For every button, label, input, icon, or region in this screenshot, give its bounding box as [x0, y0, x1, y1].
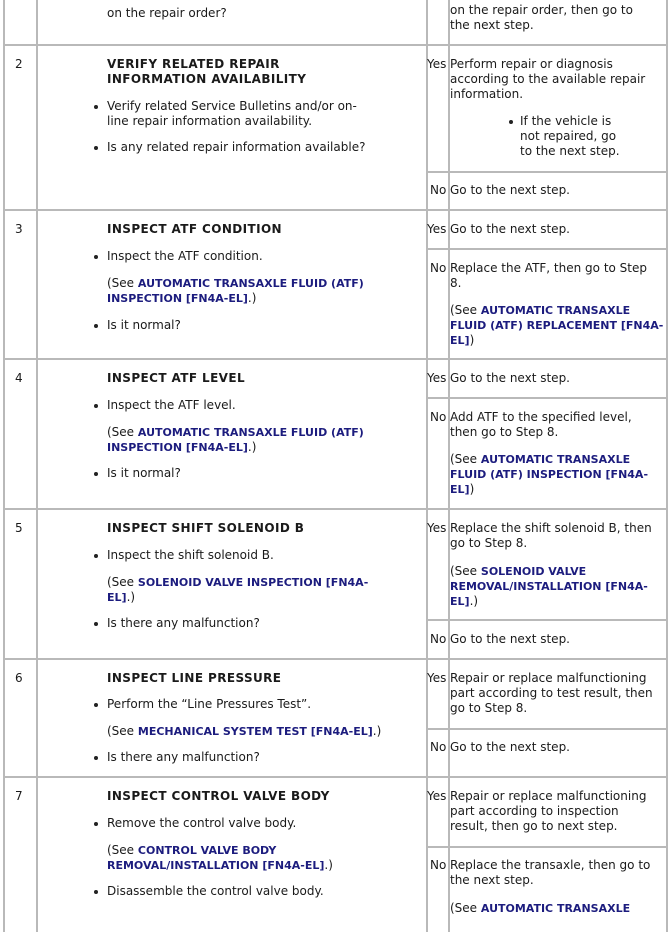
reference-link[interactable]: INSPECTION [FN4A-EL] — [107, 292, 248, 305]
answer-yes: Yes — [427, 789, 447, 803]
step-bullet-text: Perform the “Line Pressures Test”. — [107, 697, 312, 711]
reference-link[interactable]: FLUID (ATF) REPLACEMENT [FN4A- — [450, 319, 664, 332]
top-action-line: the next step. — [450, 18, 534, 32]
step-number: 4 — [15, 371, 23, 385]
bullet-icon — [94, 146, 98, 150]
reference-link[interactable]: FLUID (ATF) INSPECTION [FN4A- — [450, 468, 649, 481]
see-reference: REMOVAL/INSTALLATION [FN4A-EL].) — [107, 858, 333, 872]
action-text: Replace the shift solenoid B, then — [450, 521, 652, 535]
reference-link[interactable]: AUTOMATIC TRANSAXLE FLUID (ATF) — [137, 277, 364, 290]
reference-link[interactable]: EL] — [450, 334, 470, 347]
step-number: 3 — [15, 222, 23, 236]
action-text: result, then go to next step. — [450, 819, 618, 833]
row-divider — [3, 209, 668, 211]
top-action-line: on the repair order, then go to — [450, 3, 633, 17]
row-divider — [3, 776, 668, 778]
row-divider — [3, 44, 668, 46]
reference-link[interactable]: EL] — [450, 595, 470, 608]
reference-link[interactable]: CONTROL VALVE BODY — [137, 844, 277, 857]
see-reference: (See AUTOMATIC TRANSAXLE — [450, 303, 631, 317]
row-divider — [3, 658, 668, 660]
see-reference: INSPECTION [FN4A-EL].) — [107, 291, 257, 305]
action-text: Repair or replace malfunctioning — [450, 789, 647, 803]
see-reference: EL].) — [450, 594, 479, 608]
bullet-icon — [94, 822, 98, 826]
step-title: INSPECT LINE PRESSURE — [107, 671, 282, 685]
reference-link[interactable]: AUTOMATIC TRANSAXLE — [480, 453, 631, 466]
answer-yes: Yes — [427, 57, 447, 71]
answer-no: No — [430, 261, 447, 275]
step-title: INSPECT ATF CONDITION — [107, 222, 282, 236]
reference-link[interactable]: EL] — [107, 591, 127, 604]
answer-divider — [426, 846, 668, 848]
sub-bullet-text: to the next step. — [520, 144, 620, 158]
step-bullet-text: Inspect the shift solenoid B. — [107, 548, 274, 562]
see-reference: EL]) — [450, 333, 475, 347]
answer-no: No — [430, 740, 447, 754]
action-text: Replace the ATF, then go to Step — [450, 261, 647, 275]
action-text: Go to the next step. — [450, 183, 570, 197]
step-bullet-text: Is there any malfunction? — [107, 616, 260, 630]
reference-link[interactable]: EL] — [450, 483, 470, 496]
step-number: 2 — [15, 57, 23, 71]
action-text: the next step. — [450, 873, 534, 887]
step-bullet-text: Inspect the ATF condition. — [107, 249, 263, 263]
bullet-icon — [94, 756, 98, 760]
action-text: Perform repair or diagnosis — [450, 57, 613, 71]
see-reference: (See AUTOMATIC TRANSAXLE FLUID (ATF) — [107, 425, 364, 439]
see-reference: (See SOLENOID VALVE INSPECTION [FN4A- — [107, 575, 369, 589]
row-divider — [3, 358, 668, 360]
bullet-icon — [509, 120, 513, 124]
answer-yes: Yes — [427, 521, 447, 535]
see-reference: (See AUTOMATIC TRANSAXLE — [450, 452, 631, 466]
step-bullet-text: Is it normal? — [107, 466, 181, 480]
reference-link[interactable]: REMOVAL/INSTALLATION [FN4A- — [450, 580, 648, 593]
see-reference — [450, 467, 648, 482]
step-title: INSPECT SHIFT SOLENOID B — [107, 521, 305, 535]
bullet-icon — [94, 472, 98, 476]
step-bullet-text: Is it normal? — [107, 318, 181, 332]
step-bullet-text: line repair information availability. — [107, 114, 313, 128]
action-text: Add ATF to the specified level, — [450, 410, 632, 424]
table-border-right — [666, 0, 668, 932]
step-number: 5 — [15, 521, 23, 535]
step-title: INSPECT ATF LEVEL — [107, 371, 246, 385]
step-bullet-text: Is there any malfunction? — [107, 750, 260, 764]
action-text: part according to inspection — [450, 804, 619, 818]
table-column-divider-number — [36, 0, 38, 932]
reference-link[interactable]: AUTOMATIC TRANSAXLE — [480, 902, 631, 915]
see-reference — [450, 318, 663, 333]
table-border-left — [3, 0, 5, 932]
see-reference — [450, 579, 648, 594]
bullet-icon — [94, 324, 98, 328]
row-divider — [3, 508, 668, 510]
answer-no: No — [430, 632, 447, 646]
answer-divider — [426, 248, 668, 250]
action-text: then go to Step 8. — [450, 425, 559, 439]
bullet-icon — [94, 554, 98, 558]
action-text: go to Step 8. — [450, 536, 528, 550]
action-text: part according to test result, then — [450, 686, 653, 700]
answer-divider — [426, 171, 668, 173]
sub-bullet-text: not repaired, go — [520, 129, 617, 143]
action-text: Go to the next step. — [450, 632, 570, 646]
see-reference: EL]) — [450, 482, 475, 496]
top-description: on the repair order? — [107, 6, 227, 20]
see-reference: (See AUTOMATIC TRANSAXLE FLUID (ATF) — [107, 276, 364, 290]
step-number: 7 — [15, 789, 23, 803]
action-text: information. — [450, 87, 524, 101]
see-reference: INSPECTION [FN4A-EL].) — [107, 440, 257, 454]
action-text: Go to the next step. — [450, 222, 570, 236]
answer-divider — [426, 619, 668, 621]
answer-divider — [426, 728, 668, 730]
step-bullet-text: Inspect the ATF level. — [107, 398, 236, 412]
answer-divider — [426, 397, 668, 399]
bullet-icon — [94, 890, 98, 894]
bullet-icon — [94, 404, 98, 408]
action-text: Repair or replace malfunctioning — [450, 671, 647, 685]
step-bullet-text: Remove the control valve body. — [107, 816, 297, 830]
answer-yes: Yes — [427, 671, 447, 685]
step-title: VERIFY RELATED REPAIR — [107, 57, 280, 71]
bullet-icon — [94, 703, 98, 707]
reference-link[interactable]: AUTOMATIC TRANSAXLE — [480, 304, 631, 317]
step-title: INFORMATION AVAILABILITY — [107, 72, 307, 86]
action-text: Go to the next step. — [450, 371, 570, 385]
bullet-icon — [94, 105, 98, 109]
reference-link[interactable]: INSPECTION [FN4A-EL] — [107, 441, 248, 454]
reference-link[interactable]: AUTOMATIC TRANSAXLE FLUID (ATF) — [137, 426, 364, 439]
see-reference: (See CONTROL VALVE BODY — [107, 843, 277, 857]
sub-bullet-text: If the vehicle is — [520, 114, 612, 128]
step-bullet-text: Disassemble the control valve body. — [107, 884, 324, 898]
action-text: 8. — [450, 276, 462, 290]
bullet-icon — [94, 622, 98, 626]
action-text: Go to the next step. — [450, 740, 570, 754]
answer-no: No — [430, 183, 447, 197]
action-text: Replace the transaxle, then go to — [450, 858, 651, 872]
answer-yes: Yes — [427, 222, 447, 236]
see-reference: EL].) — [107, 590, 136, 604]
reference-link[interactable]: SOLENOID VALVE INSPECTION [FN4A- — [137, 576, 369, 589]
see-reference: (See SOLENOID VALVE — [450, 564, 587, 578]
step-number: 6 — [15, 671, 23, 685]
answer-no: No — [430, 858, 447, 872]
see-reference: (See MECHANICAL SYSTEM TEST [FN4A-EL].) — [107, 724, 382, 738]
step-title: INSPECT CONTROL VALVE BODY — [107, 789, 330, 803]
action-text: go to Step 8. — [450, 701, 528, 715]
reference-link[interactable]: SOLENOID VALVE — [480, 565, 587, 578]
see-reference: (See AUTOMATIC TRANSAXLE — [450, 901, 631, 915]
bullet-icon — [94, 255, 98, 259]
reference-link[interactable]: MECHANICAL SYSTEM TEST [FN4A-EL] — [137, 725, 373, 738]
answer-yes: Yes — [427, 371, 447, 385]
step-bullet-text: Is any related repair information available? — [107, 140, 366, 154]
action-text: according to the available repair — [450, 72, 646, 86]
reference-link[interactable]: REMOVAL/INSTALLATION [FN4A-EL] — [107, 859, 325, 872]
answer-no: No — [430, 410, 447, 424]
step-bullet-text: Verify related Service Bulletins and/or on- — [107, 99, 357, 113]
